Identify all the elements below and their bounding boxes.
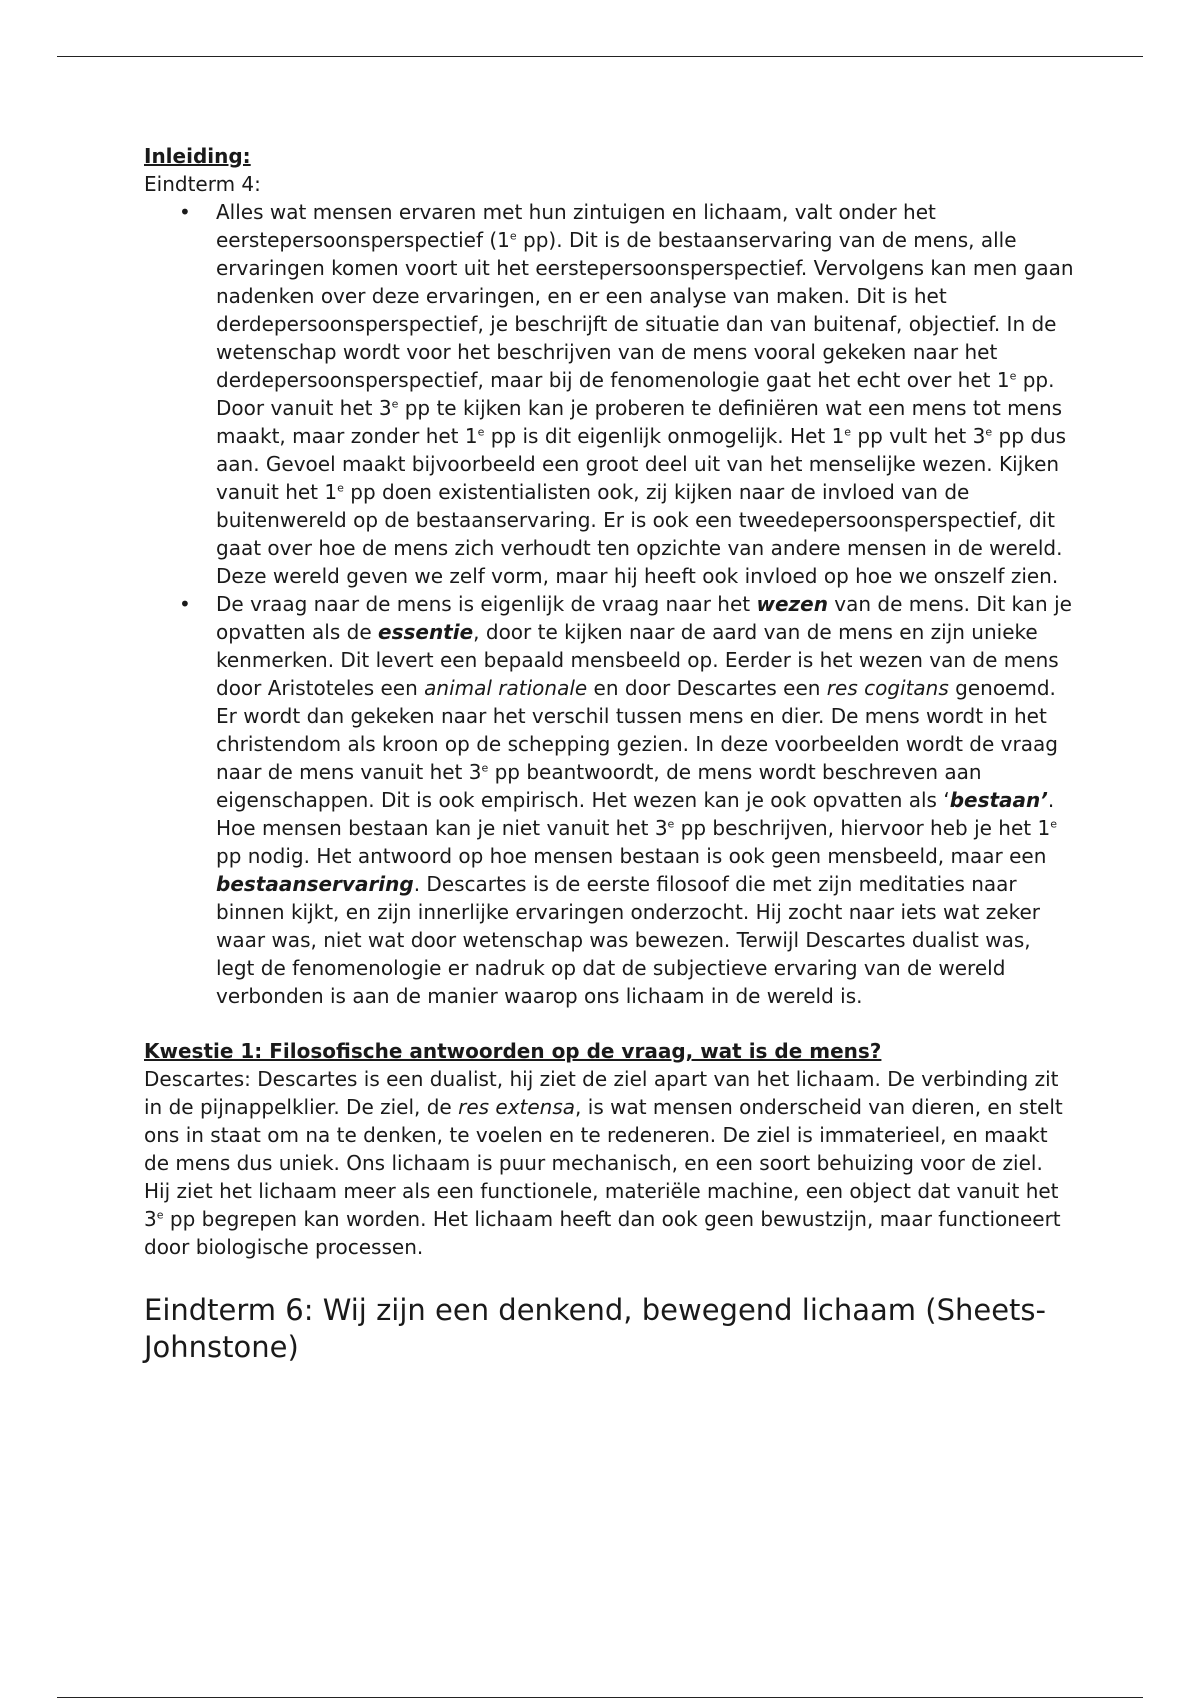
superscript-run: e (1050, 817, 1057, 831)
bullet-text-perspectief (216, 198, 1074, 590)
text-run: pp te kijken kan je proberen te definiëren wat een mens tot mens maakt, maar zonder het 1 (216, 396, 1063, 448)
superscript-run: e (477, 425, 485, 439)
text-run: , door te kijken naar de aard van de mens en zijn unieke kenmerken. Dit levert een bepaald mensbeeld op. Eerder is het wezen van de mens door Aristoteles een (216, 620, 1059, 700)
text-run: pp beantwoordt, de mens wordt beschreven aan eigenschappen. Dit is ook empirisch. Het wezen kan je ook opvatten als ‘ (216, 760, 982, 812)
superscript-run: e (337, 481, 344, 495)
text-run: De vraag naar de mens is eigenlijk de vraag naar het (216, 592, 757, 616)
section-heading-inleiding: Inleiding: (144, 144, 251, 168)
superscript-run: e (481, 761, 489, 775)
list-item (144, 590, 1074, 1010)
text-run: . Hoe mensen bestaan kan je niet vanuit het 3 (216, 788, 1055, 840)
section-heading-kwestie-1: Kwestie 1: Filosofische antwoorden op de vraag, wat is de mens? (144, 1039, 882, 1063)
emphasis-run: animal rationale (424, 676, 588, 700)
eindterm-4-label: Eindterm 4: (144, 172, 261, 196)
emphasis-run: wezen (756, 592, 828, 616)
text-run: pp beschrijven, hiervoor heb je het 1 (674, 816, 1051, 840)
text-run: pp nodig. Het antwoord op hoe mensen bestaan is ook geen mensbeeld, maar een (216, 844, 1047, 868)
superscript-run: e (844, 425, 852, 439)
text-run: pp doen existentialisten ook, zij kijken naar de invloed van de buitenwereld op de bestaanservaring. Er is ook een tweedepersoonsperspectief, dit gaat over hoe de mens zich verhoudt ten opzichte van andere mensen in de wereld. Deze wereld geven we zelf vorm, maar hij heeft ook invloed op hoe we onszelf zien. (216, 480, 1063, 588)
text-run: pp). Dit is de bestaanservaring van de mens, alle ervaringen komen voort uit het eerstepersoonsperspectief. Vervolgens kan men gaan nadenken over deze ervaringen, en er een analyse van maken. Dit is het derdepersoonsperspectief, je beschrijft de situatie dan van buitenaf, objectief. In de wetenschap wordt voor het beschrijven van de mens vooral gekeken naar het derdepersoonsperspectief, maar bij de fenomenologie gaat het echt over het 1 (216, 228, 1074, 392)
bullet-icon: • (179, 200, 191, 224)
emphasis-run: essentie (378, 620, 474, 644)
header-rule (57, 56, 1143, 57)
text-run: , is wat mensen onderscheid van dieren, en stelt ons in staat om na te denken, te voelen en te redeneren. De ziel is immaterieel, en maakt de mens dus uniek. Ons lichaam is puur mechanisch, en een soort behuizing voor de ziel. Hij ziet het lichaam meer als een functionele, materiële machine, een object dat vanuit het 3 (144, 1095, 1063, 1231)
emphasis-run: res extensa (458, 1095, 576, 1119)
bullet-text-wezen (216, 590, 1074, 1010)
bullet-list (144, 198, 1074, 1010)
superscript-run: e (391, 397, 399, 411)
text-run: van de mens. Dit kan je opvatten als de (216, 592, 1072, 644)
emphasis-run: bestaanservaring (216, 872, 414, 896)
text-run: Alles wat mensen ervaren met hun zintuigen en lichaam, valt onder het eerstepersoonsperspectief (1 (216, 200, 936, 252)
bullet-icon: • (179, 592, 191, 616)
text-run: genoemd. Er wordt dan gekeken naar het verschil tussen mens en dier. De mens wordt in het christendom als kroon op de schepping gezien. In deze voorbeelden wordt de vraag naar de mens vanuit het 3 (216, 676, 1058, 784)
paragraph-descartes (144, 1065, 1074, 1261)
superscript-run: e (156, 1208, 164, 1222)
superscript-run: e (985, 425, 993, 439)
text-run: pp dus aan. Gevoel maakt bijvoorbeeld een groot deel uit van het menselijke wezen. Kijken vanuit het 1 (216, 424, 1067, 504)
text-run: pp begrepen kan worden. Het lichaam heeft dan ook geen bewustzijn, maar functioneert door biologische processen. (144, 1207, 1061, 1259)
section-heading-eindterm-6: Eindterm 6: Wij zijn een denkend, bewegend lichaam (Sheets-Johnstone) (144, 1293, 1046, 1364)
footer-rule (57, 1697, 1143, 1698)
superscript-run: e (509, 229, 517, 243)
text-run: pp. Door vanuit het 3 (216, 368, 1055, 420)
document-body (144, 142, 1074, 1366)
text-run: en door Descartes een (587, 676, 827, 700)
superscript-run: e (667, 817, 675, 831)
emphasis-run: res cogitans (826, 676, 949, 700)
superscript-run: e (1009, 369, 1017, 383)
text-run: . Descartes is de eerste filosoof die met zijn meditaties naar binnen kijkt, en zijn innerlijke ervaringen onderzocht. Hij zocht naar iets wat zeker waar was, niet wat door wetenschap was bewezen. Terwijl Descartes dualist was, legt de fenomenologie er nadruk op dat de subjectieve ervaring van de wereld verbonden is aan de manier waarop ons lichaam in de wereld is. (216, 872, 1040, 1008)
text-run: pp is dit eigenlijk onmogelijk. Het 1 (484, 424, 845, 448)
emphasis-run: bestaan’ (949, 788, 1048, 812)
text-run: pp vult het 3 (851, 424, 986, 448)
list-item (144, 198, 1074, 590)
text-run: Descartes: Descartes is een dualist, hij ziet de ziel apart van het lichaam. De verbinding zit in de pijnappelklier. De ziel, de (144, 1067, 1059, 1119)
